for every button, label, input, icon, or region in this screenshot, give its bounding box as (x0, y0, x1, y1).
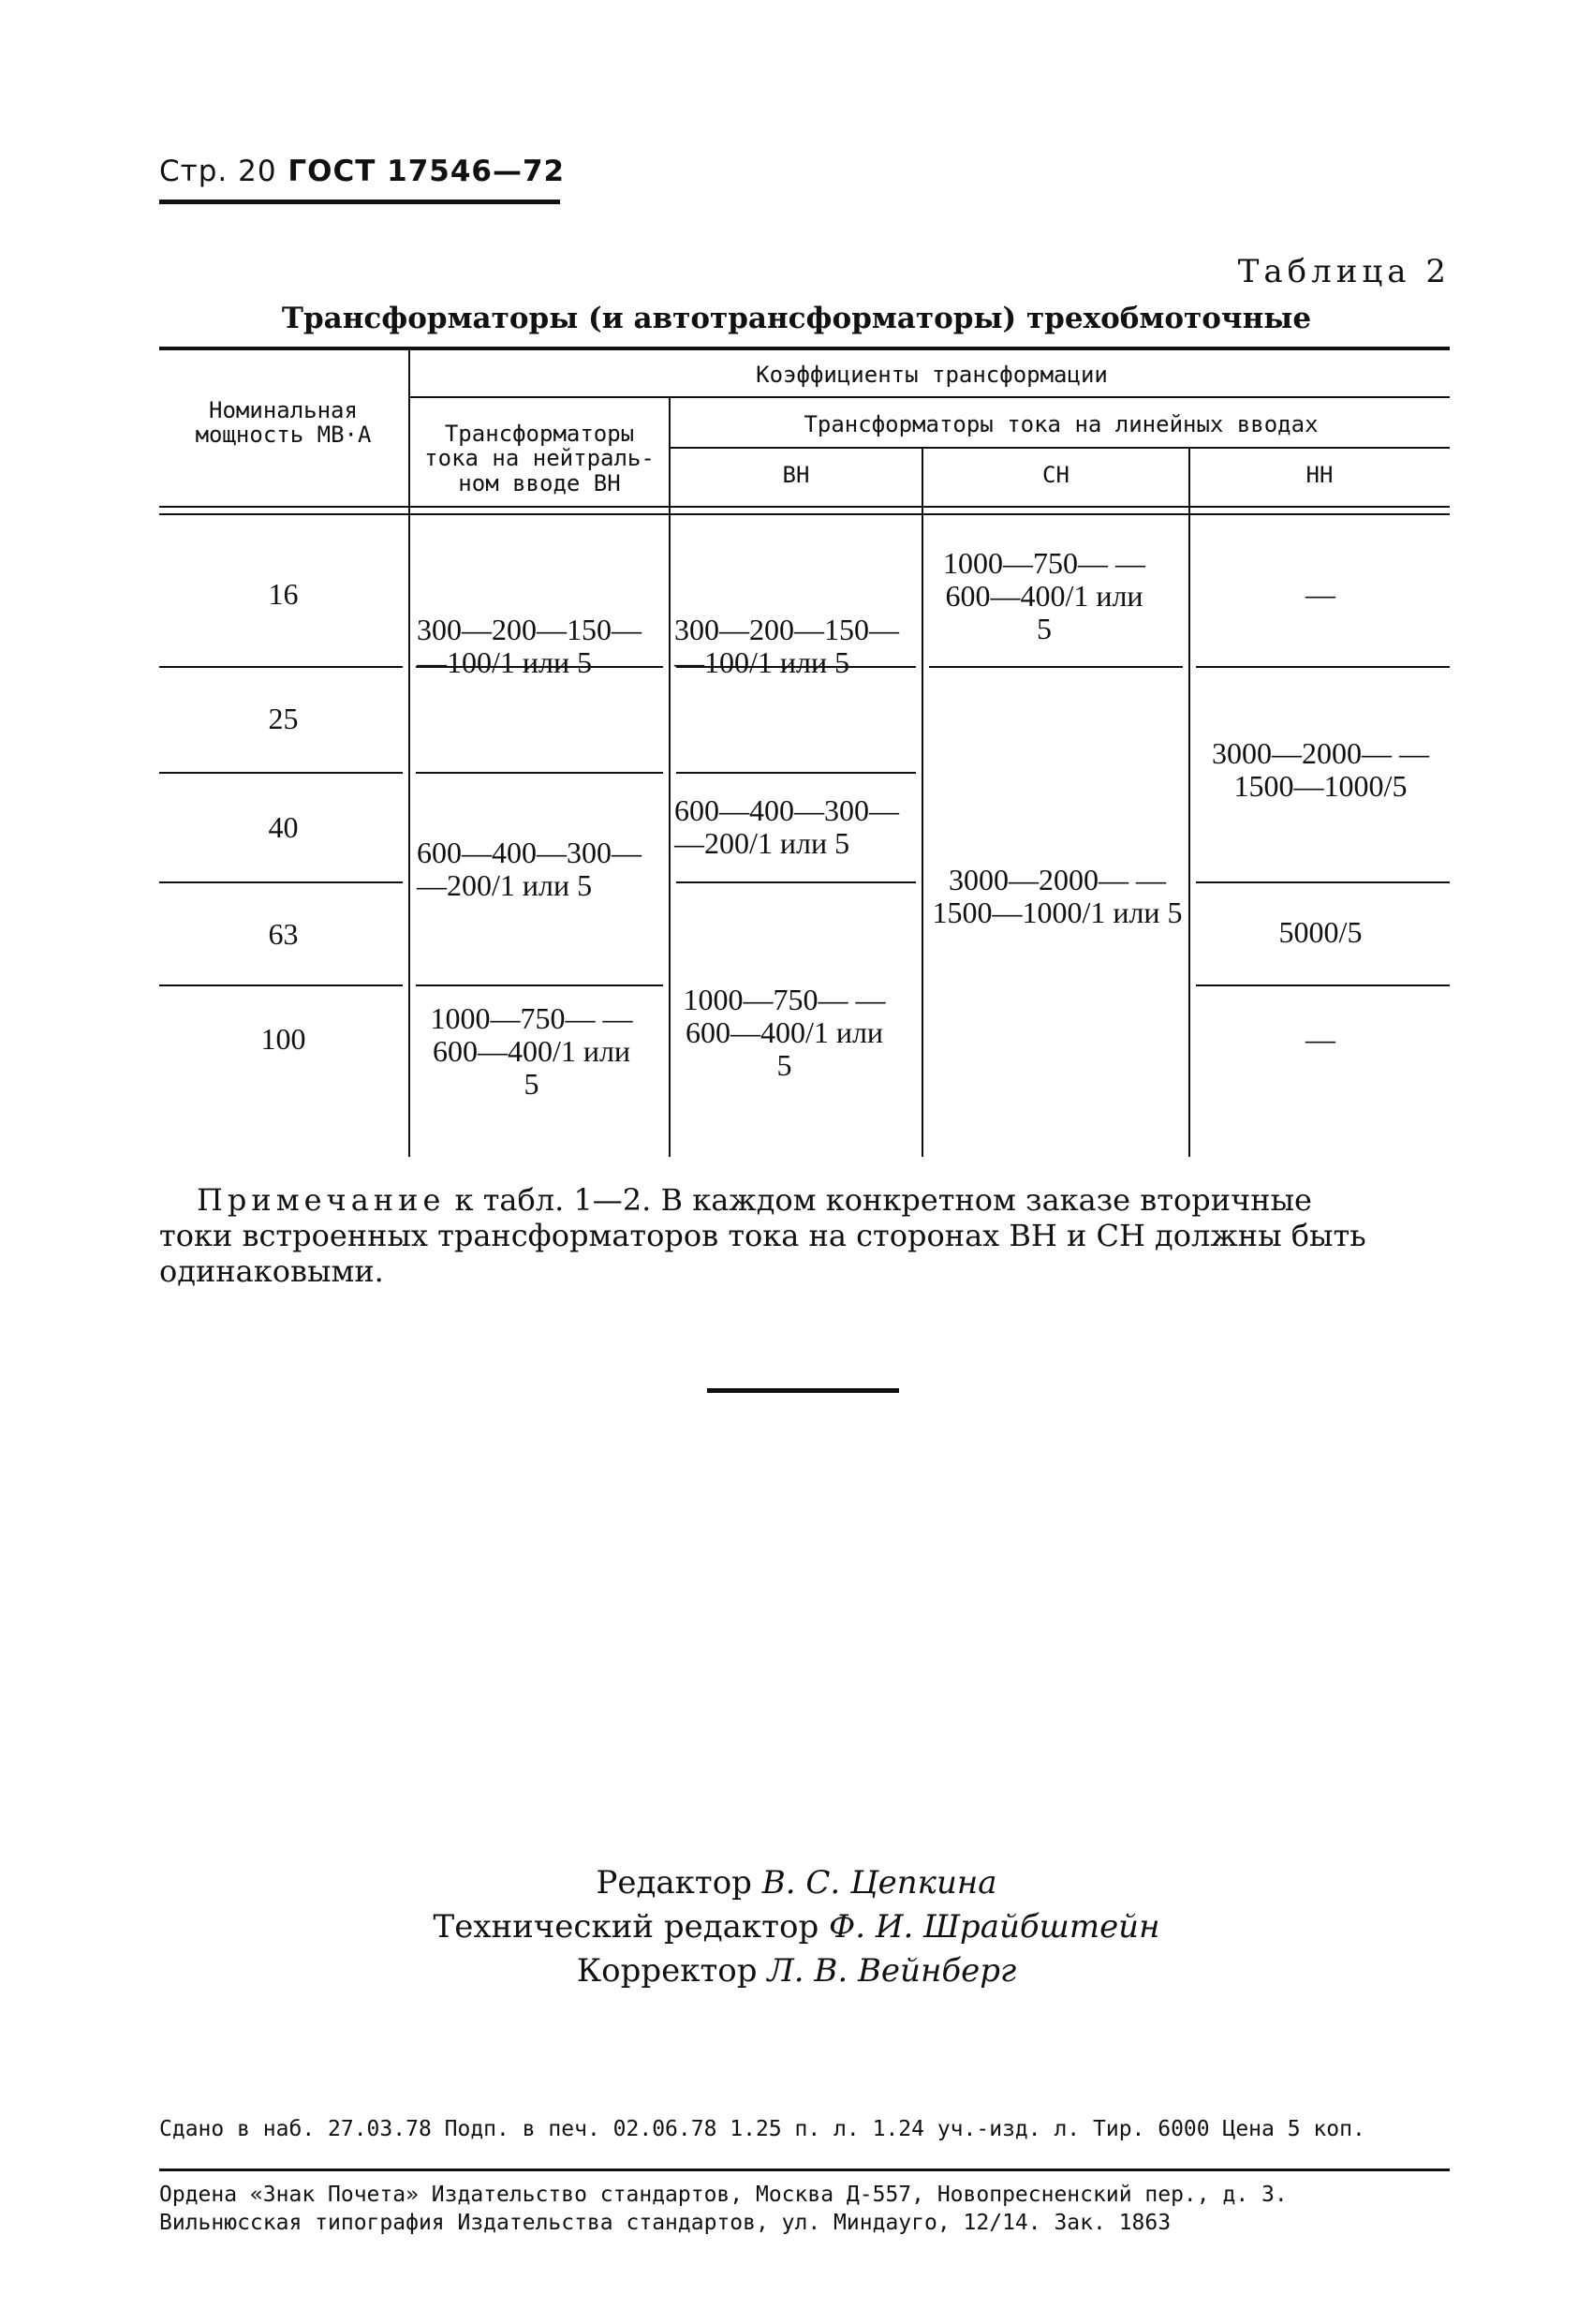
power-cell: 63 (268, 917, 299, 951)
note-lead: Примечание (197, 1182, 446, 1218)
header-coefficients: Коэффициенты трансформации (756, 362, 1108, 388)
neutral-cell: 1000—750— —600—400/1 или 5 (430, 1001, 633, 1102)
header-linear: Трансформаторы тока на линейных вводах (804, 411, 1319, 437)
note-continuation: токи встроенных трансформаторов тока на сторонах ВН и СН должны быть одинаковыми. (159, 1218, 1366, 1289)
credit-editor (0, 1864, 1593, 1902)
credit-tech-name: Ф. И. Шрайбштейн (829, 1908, 1160, 1946)
sn-cell: 1000—750— —600—400/1 или 5 (943, 546, 1145, 646)
header-vn: ВН (782, 462, 810, 488)
imprint-rule (159, 2169, 1450, 2171)
credit-tech-editor (0, 1908, 1593, 1946)
credit-corrector (0, 1952, 1593, 1990)
header-sn: СН (1042, 462, 1069, 488)
imprint-line: Вильнюсская типография Издательства стандартов, ул. Миндауго, 12/14. Зак. 1863 (159, 2211, 1172, 2235)
header-power: Номинальная мощность МВ·А (195, 397, 372, 449)
credit-editor-label: Редактор (596, 1864, 752, 1902)
table-title: Трансформаторы (и автотрансформаторы) трехобмоточные (281, 302, 1312, 335)
header-nn: НН (1305, 462, 1334, 488)
neutral-cell: 600—400—300— —200/1 или 5 (417, 836, 642, 903)
power-cell: 25 (268, 702, 299, 735)
power-cell: 100 (260, 1022, 306, 1056)
section-rule (707, 1388, 899, 1393)
table-number: Таблица 2 (1237, 253, 1451, 290)
credit-editor-name: В. С. Цепкина (761, 1864, 997, 1902)
nn-cell: — (1305, 577, 1335, 611)
nn-cell: 5000/5 (1278, 915, 1363, 949)
nn-cell: 3000—2000— —1500—1000/5 (1212, 736, 1429, 804)
vn-cell: 1000—750— —600—400/1 или 5 (683, 983, 886, 1083)
credit-corrector-label: Корректор (576, 1952, 758, 1990)
vn-cell: 300—200—150— —100/1 или 5 (674, 613, 899, 680)
page-number: Стр. 20 (159, 155, 277, 188)
power-cell: 40 (268, 810, 299, 844)
power-cell: 16 (268, 577, 299, 611)
note-text: к табл. 1—2. В каждом конкретном заказе вторичные (454, 1182, 1312, 1218)
credit-tech-label: Технический редактор (433, 1908, 819, 1946)
credit-corrector-name: Л. В. Вейнберг (767, 1952, 1017, 1990)
table-note (197, 1183, 1452, 1219)
imprint-line: Сдано в наб. 27.03.78 Подп. в печ. 02.06.78 1.25 п. л. 1.24 уч.-изд. л. Тир. 6000 Цена 5 коп. (159, 2117, 1365, 2141)
vn-cell: 600—400—300— —200/1 или 5 (674, 793, 899, 861)
imprint-line: Ордена «Знак Почета» Издательство стандартов, Москва Д-557, Новопресненский пер., д. 3. (159, 2183, 1288, 2207)
nn-cell: — (1305, 1022, 1335, 1056)
header-neutral: Трансформаторы тока на нейтраль- ном вводе ВН (424, 421, 655, 496)
neutral-cell: 300—200—150— —100/1 или 5 (417, 613, 642, 680)
sn-cell: 3000—2000— —1500—1000/1 или 5 (932, 863, 1183, 930)
standard-code: ГОСТ 17546—72 (288, 155, 566, 188)
